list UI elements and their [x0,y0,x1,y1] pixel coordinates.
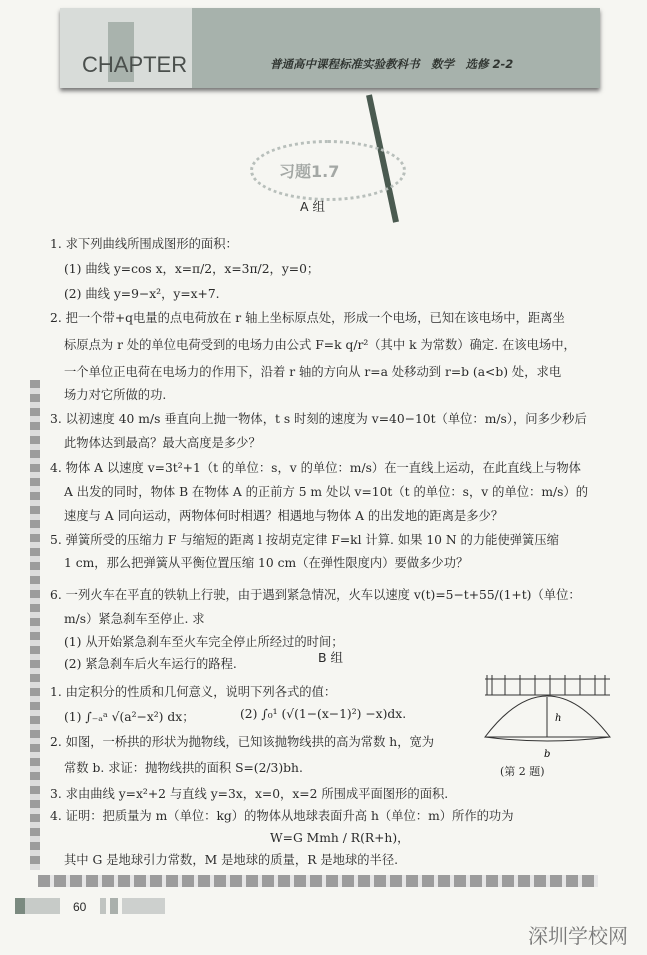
a-q3-l2: 此物体达到最高？最大高度是多少？ [64,436,261,450]
exercise-badge [250,140,406,201]
a-q1-2: (2) 曲线 y=9−x²，y=x+7. [64,287,220,301]
chapter-header [60,8,600,88]
b-q3: 3. 求由曲线 y=x²+2 与直线 y=3x，x=0，x=2 所围成平面图形的面积. [50,787,449,801]
a-q4: 4. 物体 A 以速度 v=3t²+1（t 的单位：s，v 的单位：m/s）在一直线上运动，在此直线上与物体 [50,461,581,475]
b-q4: 4. 证明：把质量为 m（单位：kg）的物体从地球表面升高 h（单位：m）所作的功为 [50,809,514,823]
a-q2: 2. 把一个带+q电量的点电荷放在 r 轴上坐标原点处，形成一个电场，已知在该电场中，距离坐 [50,311,565,325]
a-q6-1: (1) 从开始紧急刹车至火车完全停止所经过的时间； [64,635,344,649]
a-q6-2: (2) 紧急刹车后火车运行的路程. [64,657,237,671]
chapter-label: CHAPTER [82,52,188,77]
b-q2: 2. 如图，一桥拱的形状为抛物线，已知该抛物线拱的高为常数 h，宽为 [50,735,435,749]
b-q1-1: (1) ∫₋ₐᵃ √(a²−x²) dx； [64,710,195,724]
figure-caption: (第 2 题) [500,765,545,778]
b-q1: 1. 由定积分的性质和几何意义，说明下列各式的值： [50,685,337,699]
margin-decoration [30,380,40,870]
bridge-arch-figure [475,675,615,765]
a-q2-l2: 标原点为 r 处的单位电荷受到的电场力由公式 F=k q/r²（其中 k 为常数）确定. 在该电场中， [64,338,576,352]
group-a-heading: A 组 [300,199,326,214]
label-h: h [555,713,562,724]
b-q4-formula: W=G Mmh / R(R+h)， [270,831,410,845]
watermark: 深圳学校网 [528,924,628,948]
a-q3: 3. 以初速度 40 m/s 垂直向上抛一物体，t s 时刻的速度为 v=40−10t（单位：m/s），问多少秒后 [50,412,587,426]
a-q1: 1. 求下列曲线所围成图形的面积： [50,237,238,251]
page-number: 60 [73,900,87,914]
bottom-decoration [38,875,598,887]
a-q1-1: (1) 曲线 y=cos x，x=π/2，x=3π/2，y=0； [64,262,320,276]
a-q4-l3: 速度与 A 同向运动，两物体何时相遇？相遇地与物体 A 的出发地的距离是多少？ [64,509,504,523]
a-q5: 5. 弹簧所受的压缩力 F 与缩短的距离 l 按胡克定律 F=kl 计算. 如果 10 N 的力能使弹簧压缩 [50,533,559,547]
a-q2-l3: 一个单位正电荷在电场力的作用下，沿着 r 轴的方向从 r=a 处移动到 r=b (a<b) 处，求电 [64,365,562,379]
b-q2-l2: 常数 b. 求证：抛物线拱的面积 S=(2/3)bh. [64,761,303,775]
book-title: 普通高中课程标准实验教科书 数学 选修 2-2 [270,57,514,71]
a-q4-l2: A 出发的同时，物体 B 在物体 A 的正前方 5 m 处以 v=10t（t 的单位：s，v 的单位：m/s）的 [64,485,589,499]
a-q5-l2: 1 cm，那么把弹簧从平衡位置压缩 10 cm（在弹性限度内）要做多少功？ [64,556,469,570]
page-deco-right [100,898,165,914]
a-q6: 6. 一列火车在平直的铁轨上行驶，由于遇到紧急情况，火车以速度 v(t)=5−t+55/(1+t)（单位： [50,588,581,602]
b-q4-l3: 其中 G 是地球引力常数，M 是地球的质量，R 是地球的半径. [64,853,399,867]
exercise-title: 习题1.7 [279,162,340,181]
b-q1-2: (2) ∫₀¹ (√(1−(x−1)²) −x)dx. [240,707,407,721]
group-b-heading: B 组 [318,650,344,665]
a-q2-l4: 场力对它所做的功. [64,388,167,402]
page-deco-left [15,898,60,914]
a-q6-l2: m/s）紧急刹车至停止. 求 [64,612,205,626]
label-b: b [544,749,551,760]
